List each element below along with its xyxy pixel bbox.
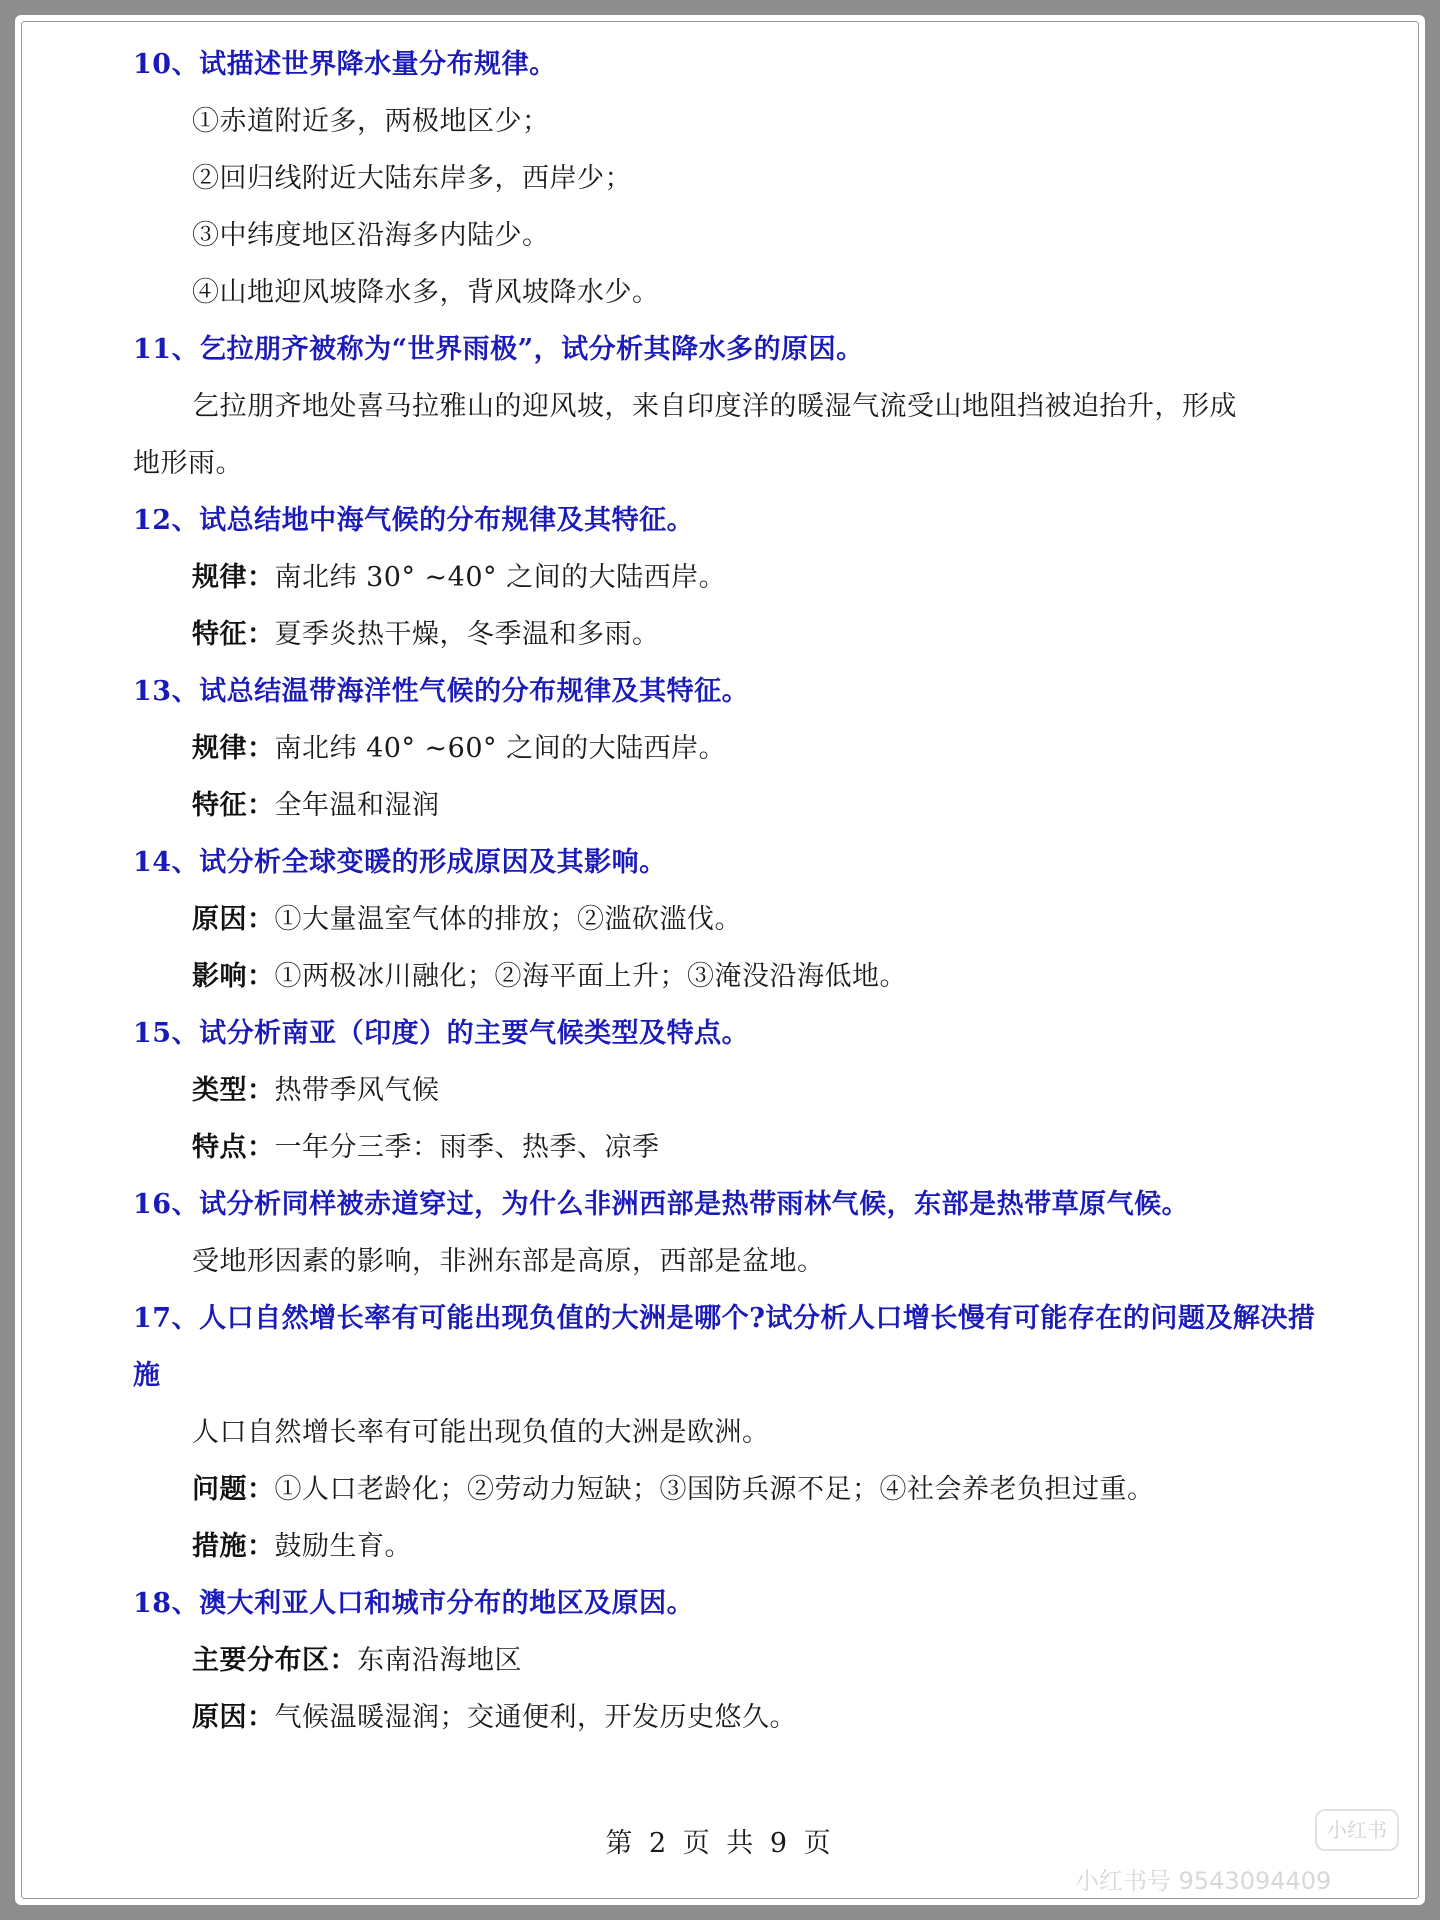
answer-paragraph-line: 乞拉朋齐地处喜马拉雅山的迎风坡，来自印度洋的暖湿气流受山地阻挡被迫抬升，形成: [192, 391, 1237, 422]
answer-label: 特征：: [192, 619, 275, 650]
qa-content: [133, 36, 1333, 1746]
answer-item: [133, 1689, 1333, 1746]
answer-line: ③中纬度地区沿海多内陆少。: [192, 220, 550, 251]
question-18-title: 18、澳大利亚人口和城市分布的地区及原因。: [133, 1588, 695, 1619]
answer-item: [133, 1518, 1333, 1575]
answer-item: [133, 948, 1333, 1005]
question-10-title: 10、试描述世界降水量分布规律。: [133, 49, 557, 80]
answer-label: 问题：: [192, 1474, 275, 1505]
watermark-logo: 小红书: [1315, 1809, 1399, 1851]
document-page: [15, 15, 1425, 1905]
answer-text: 南北纬 30° ~40° 之间的大陆西岸。: [274, 562, 727, 593]
answer-label: 措施：: [192, 1531, 275, 1562]
answer-text: 鼓励生育。: [274, 1531, 412, 1562]
answer-label: 原因：: [192, 904, 275, 935]
answer-text: 夏季炎热干燥，冬季温和多雨。: [274, 619, 660, 650]
answer-item: [133, 1632, 1333, 1689]
answer-item: [133, 720, 1333, 777]
answer-text: ①大量温室气体的排放；②滥砍滥伐。: [274, 904, 742, 935]
question-12-title: 12、试总结地中海气候的分布规律及其特征。: [133, 505, 695, 536]
answer-label: 特征：: [192, 790, 275, 821]
answer-text: 气候温暖湿润；交通便利，开发历史悠久。: [274, 1702, 797, 1733]
question-17-title: 17、人口自然增长率有可能出现负值的大洲是哪个?试分析人口增长慢有可能存在的问题及解决措施: [133, 1303, 1316, 1391]
answer-line: ①赤道附近多，两极地区少；: [192, 106, 550, 137]
answer-text: ①人口老龄化；②劳动力短缺；③国防兵源不足；④社会养老负担过重。: [274, 1474, 1155, 1505]
answer-line: 人口自然增长率有可能出现负值的大洲是欧洲。: [192, 1417, 770, 1448]
answer-text: 东南沿海地区: [357, 1645, 522, 1676]
page-number: 第 2 页 共 9 页: [605, 1828, 835, 1859]
question-13-title: 13、试总结温带海洋性气候的分布规律及其特征。: [133, 676, 750, 707]
answer-label: 规律：: [192, 562, 275, 593]
answer-label: 主要分布区：: [192, 1645, 357, 1676]
answer-line: ②回归线附近大陆东岸多，西岸少；: [192, 163, 632, 194]
answer-text: 南北纬 40° ~60° 之间的大陆西岸。: [274, 733, 727, 764]
answer-text: 热带季风气候: [274, 1075, 440, 1106]
answer-item: [133, 777, 1333, 834]
answer-item: [133, 606, 1333, 663]
answer-item: [133, 1062, 1333, 1119]
answer-text: 全年温和湿润: [274, 790, 440, 821]
question-16-title: 16、试分析同样被赤道穿过，为什么非洲西部是热带雨林气候，东部是热带草原气候。: [133, 1189, 1190, 1220]
answer-label: 特点：: [192, 1132, 275, 1163]
answer-text: 一年分三季：雨季、热季、凉季: [274, 1132, 660, 1163]
question-11-title: 11、乞拉朋齐被称为“世界雨极”，试分析其降水多的原因。: [133, 334, 864, 365]
answer-item: [133, 1119, 1333, 1176]
answer-line: ④山地迎风坡降水多，背风坡降水少。: [192, 277, 660, 308]
answer-label: 类型：: [192, 1075, 275, 1106]
question-14-title: 14、试分析全球变暖的形成原因及其影响。: [133, 847, 667, 878]
question-15-title: 15、试分析南亚（印度）的主要气候类型及特点。: [133, 1018, 750, 1049]
answer-paragraph-continuation: 地形雨。: [133, 448, 243, 479]
answer-line: 受地形因素的影响，非洲东部是高原，西部是盆地。: [192, 1246, 825, 1277]
answer-item: [133, 1461, 1333, 1518]
watermark-text: 小红书号 9543094409: [1075, 1867, 1332, 1895]
answer-label: 影响：: [192, 961, 275, 992]
answer-item: [133, 891, 1333, 948]
answer-label: 规律：: [192, 733, 275, 764]
answer-label: 原因：: [192, 1702, 275, 1733]
answer-text: ①两极冰川融化；②海平面上升；③淹没沿海低地。: [274, 961, 907, 992]
answer-item: [133, 549, 1333, 606]
